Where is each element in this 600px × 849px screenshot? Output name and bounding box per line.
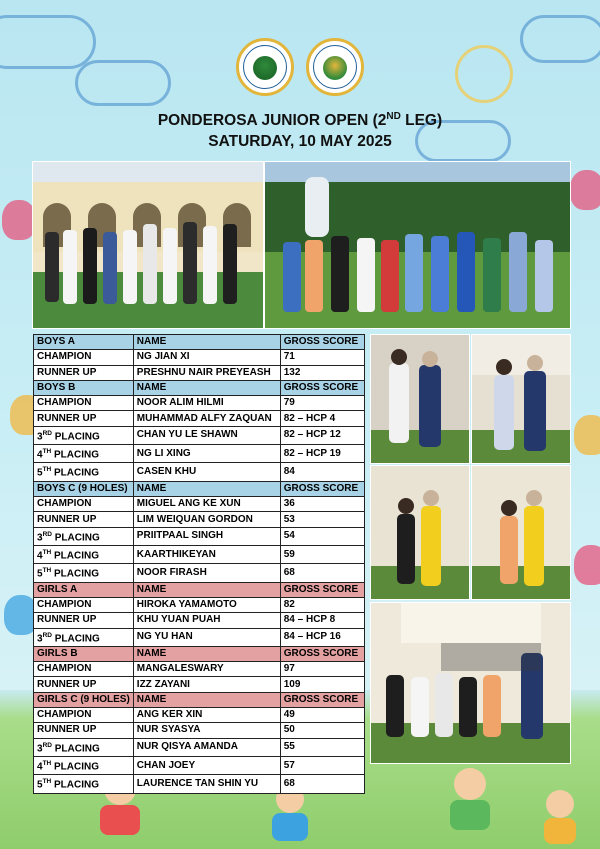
placing-word: PLACING [51,550,100,562]
score-column-header: GROSS SCORE [280,335,364,350]
gross-score-cell: 49 [280,708,364,723]
gross-score-cell: 82 – HCP 12 [280,426,364,444]
placing-text: RUNNER UP [37,678,97,690]
section-header-row [34,692,365,707]
placing-word: PLACING [51,568,100,580]
placing-cell [34,527,134,545]
tree-icon [323,56,347,80]
gross-score-cell: 50 [280,723,364,738]
placing-cell [34,365,134,380]
placing-word: PLACING [51,742,100,754]
handprint-decoration [2,200,36,240]
placing-cell [34,463,134,481]
placing-cell [34,396,134,411]
placing-suffix: TH [42,448,52,456]
player-name-cell: HIROKA YAMAMOTO [133,597,280,612]
table-row [34,445,365,463]
results-body [34,335,365,794]
player-name-cell: KAARTHIKEYAN [133,545,280,563]
placing-cell [34,497,134,512]
name-column-header: NAME [133,582,280,597]
placing-suffix: RD [42,530,52,538]
table-row [34,365,365,380]
gross-score-cell: 53 [280,512,364,527]
placing-word: PLACING [51,761,100,773]
player-name-cell: CHAN YU LE SHAWN [133,426,280,444]
placing-suffix: TH [42,759,52,767]
title-line-1 [0,106,600,131]
section-header-row [34,380,365,395]
player-name-cell: MIGUEL ANG KE XUN [133,497,280,512]
gross-score-cell: 54 [280,527,364,545]
prize-photo-2 [471,334,571,464]
placing-suffix: RD [42,429,52,437]
score-column-header: GROSS SCORE [280,646,364,661]
placing-cell [34,756,134,774]
section-category: GIRLS A [34,582,134,597]
gross-score-cell: 84 [280,463,364,481]
gross-score-cell: 109 [280,677,364,692]
placing-cell [34,628,134,646]
placing-text: CHAMPION [37,351,92,363]
table-row [34,677,365,692]
table-row [34,545,365,563]
title-sup: ND [386,111,401,122]
name-column-header: NAME [133,646,280,661]
table-row [34,775,365,793]
player-name-cell: MUHAMMAD ALFY ZAQUAN [133,411,280,426]
score-column-header: GROSS SCORE [280,692,364,707]
gross-score-cell: 59 [280,545,364,563]
table-row [34,463,365,481]
score-column-header: GROSS SCORE [280,481,364,496]
handprint-decoration [570,170,600,210]
player-name-cell: LAURENCE TAN SHIN YU [133,775,280,793]
placing-text: 4 [37,449,43,461]
player-name-cell: PRESHNU NAIR PREYEASH [133,365,280,380]
player-name-cell: NG LI XING [133,445,280,463]
placing-suffix: TH [42,778,52,786]
results-table [33,334,365,794]
section-category: BOYS B [34,380,134,395]
title-line-2: SATURDAY, 10 MAY 2025 [208,133,392,151]
player-name-cell: ANG KER XIN [133,708,280,723]
prize-photo-3 [370,465,470,600]
placing-cell [34,677,134,692]
table-row [34,497,365,512]
score-column-header: GROSS SCORE [280,380,364,395]
gross-score-cell: 82 [280,597,364,612]
placing-text: 4 [37,761,43,773]
placing-cell [34,512,134,527]
prize-photo-4 [471,465,571,600]
table-row [34,597,365,612]
gross-score-cell: 36 [280,497,364,512]
event-title [0,106,600,152]
player-name-cell: NOOR ALIM HILMI [133,396,280,411]
gross-score-cell: 132 [280,365,364,380]
tree-icon [253,56,277,80]
placing-cell [34,662,134,677]
ponderosa-logo [236,38,294,96]
placing-cell [34,775,134,793]
placing-cell [34,411,134,426]
gross-score-cell: 97 [280,662,364,677]
gross-score-cell: 57 [280,756,364,774]
placing-cell [34,545,134,563]
section-header-row [34,481,365,496]
gross-score-cell: 82 – HCP 4 [280,411,364,426]
placing-text: 5 [37,568,43,580]
group-photo-course [264,161,571,329]
player-name-cell: NG YU HAN [133,628,280,646]
name-column-header: NAME [133,481,280,496]
placing-suffix: TH [42,466,52,474]
impian-emas-logo [306,38,364,96]
table-row [34,662,365,677]
placing-cell [34,723,134,738]
table-row [34,527,365,545]
table-row [34,512,365,527]
placing-cell [34,350,134,365]
placing-cell [34,613,134,628]
prize-photo-1 [370,334,470,464]
player-name-cell: MANGALESWARY [133,662,280,677]
table-row [34,411,365,426]
handprint-decoration [574,545,600,585]
section-category: GIRLS B [34,646,134,661]
gross-score-cell: 68 [280,775,364,793]
prize-photo-5 [370,602,571,764]
name-column-header: NAME [133,692,280,707]
placing-text: 4 [37,550,43,562]
gross-score-cell: 55 [280,738,364,756]
placing-word: PLACING [51,632,100,644]
placing-text: RUNNER UP [37,513,97,525]
section-category: BOYS A [34,335,134,350]
section-header-row [34,335,365,350]
score-column-header: GROSS SCORE [280,582,364,597]
placing-word: PLACING [51,449,100,461]
gross-score-cell: 82 – HCP 19 [280,445,364,463]
logo-row [0,38,600,96]
placing-word: PLACING [51,431,100,443]
placing-word: PLACING [51,467,100,479]
placing-cell [34,708,134,723]
placing-text: 3 [37,632,43,644]
placing-cell [34,597,134,612]
placing-text: 3 [37,531,43,543]
player-name-cell: PRIITPAAL SINGH [133,527,280,545]
placing-text: 3 [37,742,43,754]
placing-cell [34,426,134,444]
section-category: BOYS C (9 HOLES) [34,481,134,496]
placing-text: 3 [37,431,43,443]
player-name-cell: NOOR FIRASH [133,564,280,582]
name-column-header: NAME [133,335,280,350]
table-row [34,350,365,365]
placing-cell [34,564,134,582]
section-header-row [34,646,365,661]
section-header-row [34,582,365,597]
table-row [34,628,365,646]
player-name-cell: NUR QISYA AMANDA [133,738,280,756]
placing-text: 5 [37,779,43,791]
player-name-cell: CHAN JOEY [133,756,280,774]
name-column-header: NAME [133,380,280,395]
placing-text: RUNNER UP [37,724,97,736]
placing-text: CHAMPION [37,663,92,675]
table-row [34,564,365,582]
title-end: LEG) [400,112,443,130]
placing-suffix: TH [42,548,52,556]
table-row [34,738,365,756]
player-name-cell: KHU YUAN PUAH [133,613,280,628]
gross-score-cell: 84 – HCP 16 [280,628,364,646]
player-name-cell: NUR SYASYA [133,723,280,738]
title-main: PONDEROSA JUNIOR OPEN (2 [157,112,387,130]
table-row [34,426,365,444]
player-name-cell: CASEN KHU [133,463,280,481]
placing-text: RUNNER UP [37,412,97,424]
placing-text: CHAMPION [37,498,92,510]
placing-word: PLACING [51,779,100,791]
table-row [34,396,365,411]
gross-score-cell: 79 [280,396,364,411]
player-name-cell: NG JIAN XI [133,350,280,365]
placing-text: RUNNER UP [37,614,97,626]
table-row [34,756,365,774]
placing-text: RUNNER UP [37,366,97,378]
player-name-cell: IZZ ZAYANI [133,677,280,692]
placing-cell [34,738,134,756]
group-photo-clubhouse [32,161,264,329]
placing-cell [34,445,134,463]
handprint-decoration [574,415,600,455]
placing-suffix: TH [42,567,52,575]
placing-suffix: RD [42,741,52,749]
gross-score-cell: 84 – HCP 8 [280,613,364,628]
gross-score-cell: 68 [280,564,364,582]
placing-text: CHAMPION [37,397,92,409]
placing-text: CHAMPION [37,599,92,611]
player-name-cell: LIM WEIQUAN GORDON [133,512,280,527]
placing-suffix: RD [42,631,52,639]
section-category: GIRLS C (9 HOLES) [34,692,134,707]
placing-text: CHAMPION [37,709,92,721]
table-row [34,613,365,628]
placing-text: 5 [37,467,43,479]
placing-word: PLACING [51,531,100,543]
table-row [34,723,365,738]
gross-score-cell: 71 [280,350,364,365]
table-row [34,708,365,723]
